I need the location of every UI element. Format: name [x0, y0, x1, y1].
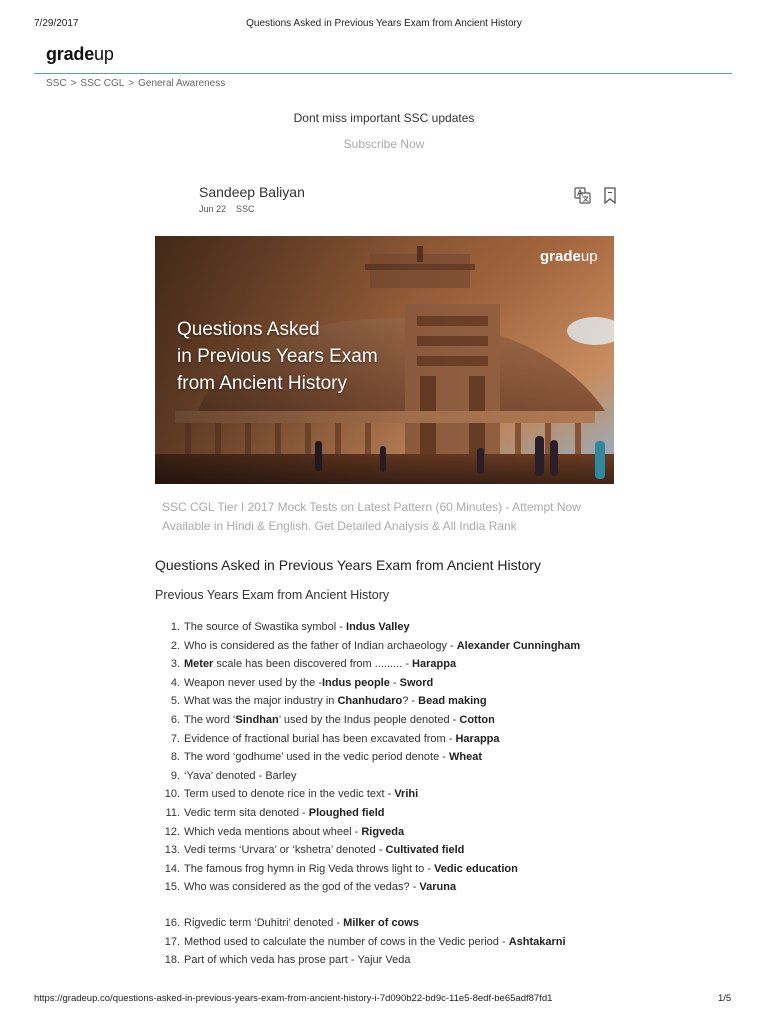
breadcrumb-item-ssc-cgl[interactable]: SSC CGL [80, 78, 125, 89]
question-emphasis: Vrihi [394, 788, 419, 801]
question-text: - [389, 676, 400, 689]
question-text: The source of Swastika symbol - [184, 621, 347, 633]
question-emphasis: Harappa [455, 732, 500, 745]
hero-logo-light: up [580, 248, 598, 265]
header-divider [34, 73, 732, 74]
question-emphasis: Rigveda [361, 825, 405, 838]
question-number: 4. [170, 676, 180, 689]
question-text: ? - [402, 695, 419, 708]
question-item [155, 730, 625, 749]
hero-logo-bold: grade [540, 248, 581, 265]
question-text: Evidence of fractional burial has been excavated from - [184, 732, 456, 745]
breadcrumb [46, 78, 225, 89]
hero-title-line: from Ancient History [177, 373, 347, 394]
question-item [155, 951, 625, 970]
question-number: 3. [170, 658, 180, 671]
question-number: 8. [170, 751, 180, 764]
logo-bold: grade [46, 44, 95, 64]
question-emphasis: Sword [399, 676, 434, 689]
question-text: Weapon never used by the - [184, 676, 322, 689]
print-date: 7/29/2017 [34, 18, 79, 29]
question-number: 2. [170, 639, 180, 652]
question-item [155, 933, 625, 952]
question-text: The word ‘godhume’ used in the vedic period denote - [184, 751, 449, 764]
question-item [155, 748, 625, 767]
breadcrumb-separator: > [128, 78, 135, 89]
hero-title-line: Questions Asked [177, 319, 320, 340]
question-item [155, 914, 625, 933]
question-item [155, 767, 625, 786]
question-item [155, 711, 625, 730]
question-text: Part of which veda has prose part - Yajur Veda [184, 954, 411, 967]
subscribe-link[interactable]: Subscribe Now [343, 137, 425, 151]
question-item [155, 860, 625, 879]
question-text: scale has been discovered from ......... - [213, 658, 413, 671]
question-emphasis: Harappa [412, 658, 457, 671]
article-subheading: Previous Years Exam from Ancient History [155, 588, 390, 602]
question-number: 10. [164, 788, 180, 801]
question-text: What was the major industry in [184, 695, 338, 708]
question-emphasis: Vedic education [434, 862, 518, 875]
breadcrumb-item-general-awareness[interactable]: General Awareness [138, 78, 226, 89]
logo-light: up [94, 44, 114, 64]
question-text: Method used to calculate the number of cows in the Vedic period - [184, 935, 509, 948]
question-emphasis: Indus Valley [346, 621, 410, 633]
question-text: ’ used by the Indus people denoted - [278, 713, 460, 726]
question-item [155, 655, 625, 674]
question-emphasis: Sindhan [235, 713, 279, 726]
question-emphasis: Wheat [448, 751, 482, 764]
mock-test-caption[interactable]: SSC CGL Tier I 2017 Mock Tests on Latest Pattern (60 Minutes) - Attempt Now Available in Hindi & English. Get Detailed Analysis & All India Rank [162, 500, 581, 533]
question-number: 6. [170, 713, 180, 726]
question-number: 16. [164, 916, 180, 929]
question-text: Who was considered as the god of the vedas? - [184, 881, 420, 894]
question-emphasis: Alexander Cunningham [456, 639, 581, 652]
question-text: The word ‘ [184, 713, 236, 726]
article-tools [574, 187, 625, 209]
question-text: Vedic term sita denoted - [184, 806, 309, 819]
question-item [155, 637, 625, 656]
question-number: 7. [170, 732, 180, 745]
question-item [155, 674, 625, 693]
author-name[interactable]: Sandeep Baliyan [199, 184, 305, 200]
bookmark-icon[interactable] [603, 187, 617, 209]
question-emphasis: Chanhudaro [337, 695, 403, 708]
question-number: 12. [164, 825, 180, 838]
post-meta [199, 204, 255, 214]
question-item [155, 804, 625, 823]
question-number: 9. [170, 769, 180, 782]
question-number: 11. [165, 806, 180, 819]
breadcrumb-separator: > [70, 78, 77, 89]
question-emphasis: Varuna [419, 881, 457, 894]
question-number: 15. [164, 881, 180, 894]
question-number: 5. [170, 695, 180, 708]
hero-image [155, 236, 614, 484]
breadcrumb-item-ssc[interactable]: SSC [46, 78, 67, 89]
question-emphasis: Ploughed field [308, 806, 385, 819]
question-text: Term used to denote rice in the vedic text - [184, 788, 395, 801]
question-emphasis: Bead making [418, 695, 487, 708]
question-emphasis: Milker of cows [343, 916, 419, 929]
question-item [155, 823, 625, 842]
translate-icon[interactable] [574, 187, 591, 209]
question-item [155, 878, 625, 897]
question-emphasis: Cotton [459, 713, 495, 726]
question-item [155, 841, 625, 860]
question-text: ‘Yava’ denoted - Barley [184, 769, 297, 782]
question-emphasis: Ashtakarni [508, 935, 566, 948]
question-number: 18. [164, 954, 180, 967]
question-number: 13. [164, 844, 180, 857]
question-number: 17. [164, 935, 180, 948]
question-item [155, 785, 625, 804]
print-url: https://gradeup.co/questions-asked-in-previous-years-exam-from-ancient-history-i-7d090b22-bd9c-11e5-8edf-be65adf87fd1 [34, 993, 553, 1004]
question-emphasis: Meter [184, 658, 214, 671]
question-item [155, 692, 625, 711]
hero-logo [540, 248, 598, 265]
question-number: 1. [170, 621, 180, 633]
post-category[interactable]: SSC [236, 204, 255, 214]
article-title: Questions Asked in Previous Years Exam from Ancient History [155, 557, 541, 573]
hero-title-line: in Previous Years Exam [177, 346, 378, 367]
question-emphasis: Cultivated field [385, 844, 465, 857]
question-text: The famous frog hymn in Rig Veda throws light to - [184, 862, 435, 875]
print-page-number: 1/5 [718, 993, 732, 1004]
question-item [155, 618, 625, 637]
gradeup-logo[interactable] [46, 44, 114, 65]
print-title: Questions Asked in Previous Years Exam from Ancient History [246, 18, 522, 29]
hero-title [177, 316, 378, 397]
question-text: Who is considered as the father of Indian archaeology - [184, 639, 457, 652]
post-date: Jun 22 [199, 204, 227, 214]
question-text: Rigvedic term ‘Duhitri’ denoted - [184, 916, 344, 929]
question-emphasis: Indus people [322, 676, 390, 689]
question-text: Which veda mentions about wheel - [184, 825, 362, 838]
question-text: Vedi terms ‘Urvara’ or ‘kshetra’ denoted - [184, 844, 386, 857]
question-list [155, 618, 625, 970]
promo-text: Dont miss important SSC updates [293, 111, 475, 125]
question-number: 14. [164, 862, 180, 875]
